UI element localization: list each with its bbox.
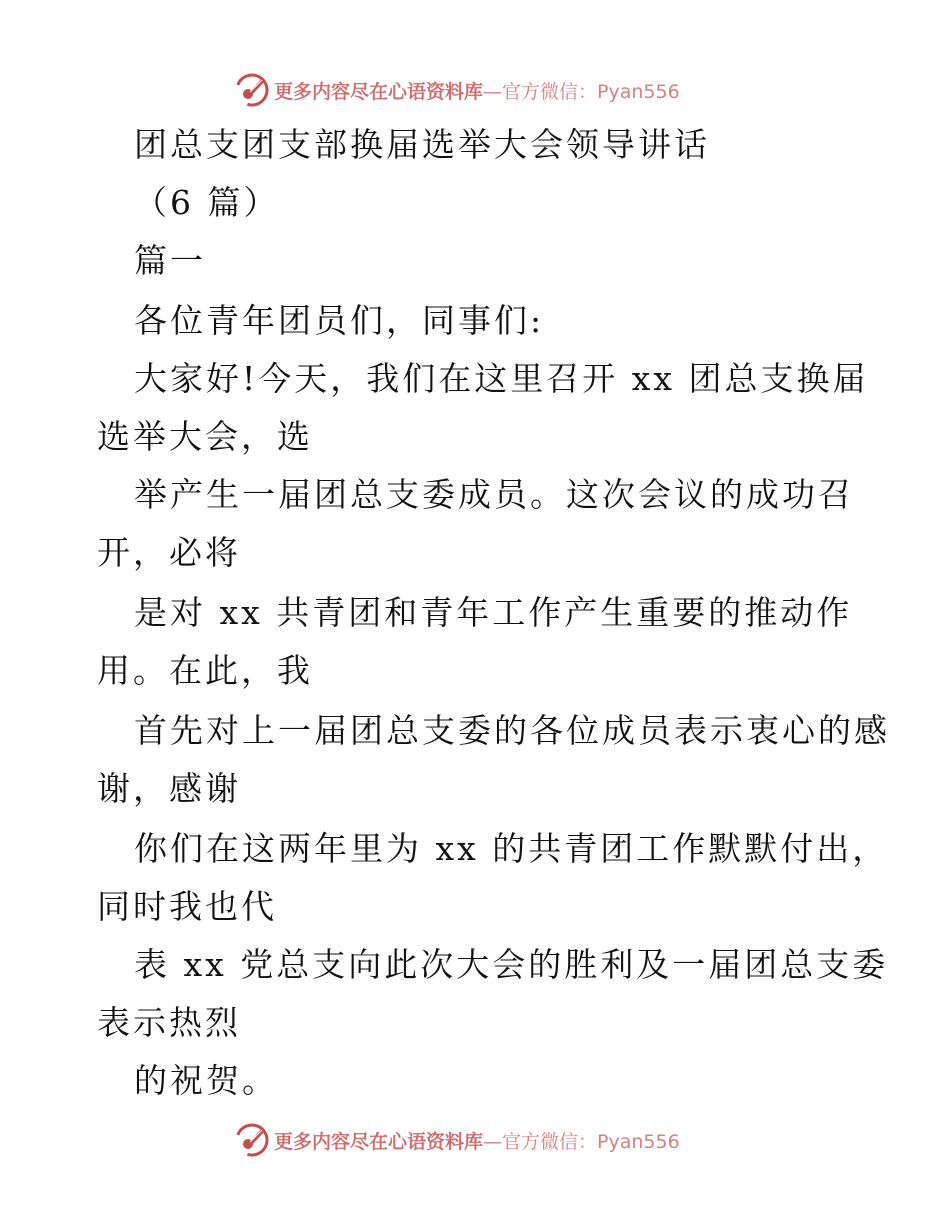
document-title-line-1: 团总支团支部换届选举大会领导讲话 bbox=[134, 125, 710, 164]
text-line: 谢，感谢 bbox=[97, 769, 241, 808]
banner-text: 更多内容尽在心语资料库—官方微信：Pyan556 bbox=[274, 1130, 680, 1153]
text-line: 各位青年团员们，同事们: bbox=[134, 301, 545, 340]
text-line: 开，必将 bbox=[97, 533, 241, 572]
text-line: 表示热烈 bbox=[97, 1003, 241, 1042]
document-title-line-2: （6 篇） bbox=[134, 183, 280, 222]
banner-text: 更多内容尽在心语资料库—官方微信：Pyan556 bbox=[274, 80, 680, 103]
text-line: 用。在此，我 bbox=[97, 651, 313, 690]
text-line: 同时我也代 bbox=[97, 887, 277, 926]
footer-banner bbox=[234, 1122, 680, 1158]
text-line: 首先对上一届团总支委的各位成员表示衷心的感 bbox=[134, 711, 890, 750]
section-heading: 篇一 bbox=[134, 241, 206, 280]
text-line: 大家好!今天，我们在这里召开 xx 团总支换届 bbox=[134, 359, 869, 398]
text-line: 表 xx 党总支向此次大会的胜利及一届团总支委 bbox=[134, 945, 889, 984]
header-banner bbox=[234, 72, 680, 108]
quill-pen-logo-icon bbox=[234, 1122, 270, 1158]
text-line: 的祝贺。 bbox=[134, 1061, 278, 1100]
text-line: 是对 xx 共青团和青年工作产生重要的推动作 bbox=[134, 593, 853, 632]
text-line: 你们在这两年里为 xx 的共青团工作默默付出， bbox=[134, 829, 889, 868]
text-line: 选举大会，选 bbox=[97, 417, 313, 456]
text-line: 举产生一届团总支委成员。这次会议的成功召 bbox=[134, 475, 854, 514]
quill-pen-logo-icon bbox=[234, 72, 270, 108]
